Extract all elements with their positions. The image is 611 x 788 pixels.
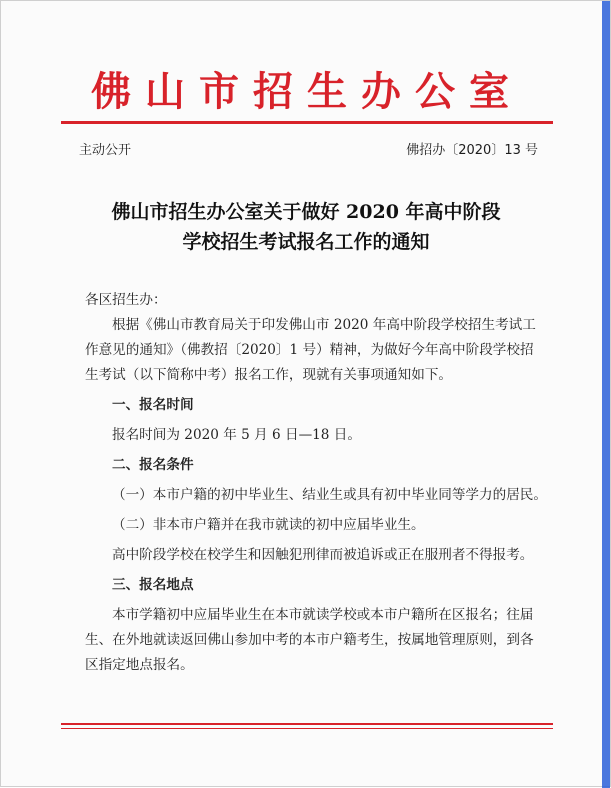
salutation: 各区招生办：	[85, 292, 167, 308]
scan-edge-strip	[602, 1, 610, 788]
section-text-time: 报名时间为 2020 年 5 月 6 日—18 日。	[112, 427, 361, 443]
condition-item-2: （二）非本市户籍并在我市就读的初中应届毕业生。	[112, 517, 425, 533]
footer-divider-thin	[61, 728, 553, 729]
footer-divider-thick	[61, 723, 553, 725]
notice-title-line1: 佛山市招生办公室关于做好 2020 年高中阶段	[111, 201, 501, 223]
intro-paragraph: 根据《佛山市教育局关于印发佛山市 2020 年高中阶段学校招生考试工作意见的通知》（佛教招〔2020〕1 号）精神，为做好今年高中阶段学校招生考试（以下简称中考）报名工作，现就有关事项通知如下。	[85, 317, 536, 383]
masthead-title: 佛山市招生办公室	[91, 69, 523, 115]
disclosure-label: 主动公开	[79, 143, 132, 158]
section-heading-time: 一、报名时间	[112, 397, 194, 413]
notice-title-line2: 学校招生考试报名工作的通知	[182, 231, 430, 253]
section-heading-location: 三、报名地点	[112, 577, 194, 593]
section-heading-conditions: 二、报名条件	[112, 457, 194, 473]
masthead-divider	[61, 121, 553, 124]
condition-item-1: （一）本市户籍的初中毕业生、结业生或具有初中毕业同等学力的居民。	[112, 487, 547, 503]
document-number: 佛招办〔2020〕13 号	[406, 143, 538, 158]
notice-body	[85, 288, 547, 678]
section-text-location: 本市学籍初中应届毕业生在本市就读学校或本市户籍所在区报名；往届生、在外地就读返回佛山参加中考的本市户籍考生，按属地管理原则，到各区指定地点报名。	[85, 607, 534, 673]
notice-title	[71, 197, 541, 257]
condition-note: 高中阶段学校在校学生和因触犯刑律而被追诉或正在服刑者不得报考。	[112, 547, 534, 563]
